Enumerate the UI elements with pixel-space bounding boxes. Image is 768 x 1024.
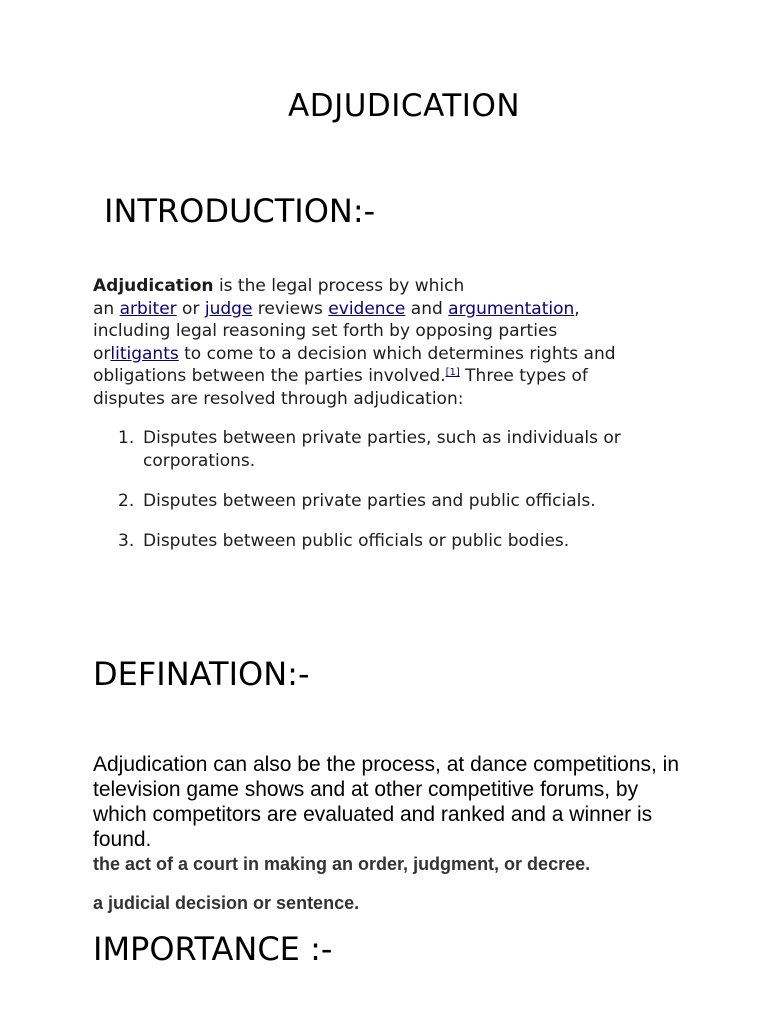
list-item-text: Disputes between public officials or public bodies.	[143, 531, 570, 551]
intro-text: ,	[574, 298, 580, 319]
introduction-heading: INTRODUCTION:-	[104, 192, 376, 230]
list-number: 1.	[118, 428, 135, 448]
list-item	[118, 490, 678, 513]
link-argumentation[interactable]: argumentation	[448, 298, 575, 319]
intro-text: or	[93, 343, 111, 364]
page-title: ADJUDICATION	[288, 88, 521, 124]
intro-text: to come to a decision which determines rights and	[178, 343, 616, 364]
intro-text: Three types of	[459, 366, 588, 386]
definition-heading: DEFINATION:-	[93, 655, 310, 693]
intro-text: an	[93, 298, 120, 319]
link-evidence[interactable]: evidence	[328, 298, 406, 319]
list-item	[118, 530, 678, 553]
link-judge[interactable]: judge	[204, 298, 253, 319]
intro-text: including legal reasoning set forth by opposing parties	[93, 321, 558, 341]
intro-text: obligations between the parties involved.	[93, 366, 446, 386]
intro-text: and	[405, 298, 449, 319]
introduction-paragraph	[93, 275, 693, 410]
term-adjudication: Adjudication	[93, 276, 214, 296]
dispute-types-list	[118, 427, 678, 570]
intro-text: disputes are resolved through adjudication:	[93, 388, 464, 409]
list-item	[118, 427, 678, 473]
definition-bold-line: a judicial decision or sentence.	[93, 893, 360, 913]
list-item-text: Disputes between private parties, such as individuals or corporations.	[143, 428, 621, 471]
definition-bold-line: the act of a court in making an order, judgment, or decree.	[93, 854, 591, 874]
reference-link[interactable]: [1]	[445, 367, 460, 378]
list-number: 3.	[118, 531, 135, 551]
intro-text: or	[176, 298, 205, 319]
link-litigants[interactable]: litigants	[110, 343, 179, 364]
list-item-text: Disputes between private parties and public officials.	[143, 491, 596, 511]
list-number: 2.	[118, 491, 135, 511]
importance-heading: IMPORTANCE :-	[93, 930, 333, 968]
definition-paragraph: Adjudication can also be the process, at dance competitions, in television game shows and at other competitive forums, by which competitors are evaluated and ranked and a winner is found.	[93, 753, 680, 851]
link-arbiter[interactable]: arbiter	[119, 298, 177, 319]
intro-text: reviews	[252, 298, 329, 319]
intro-text: is the legal process by which	[213, 276, 465, 296]
